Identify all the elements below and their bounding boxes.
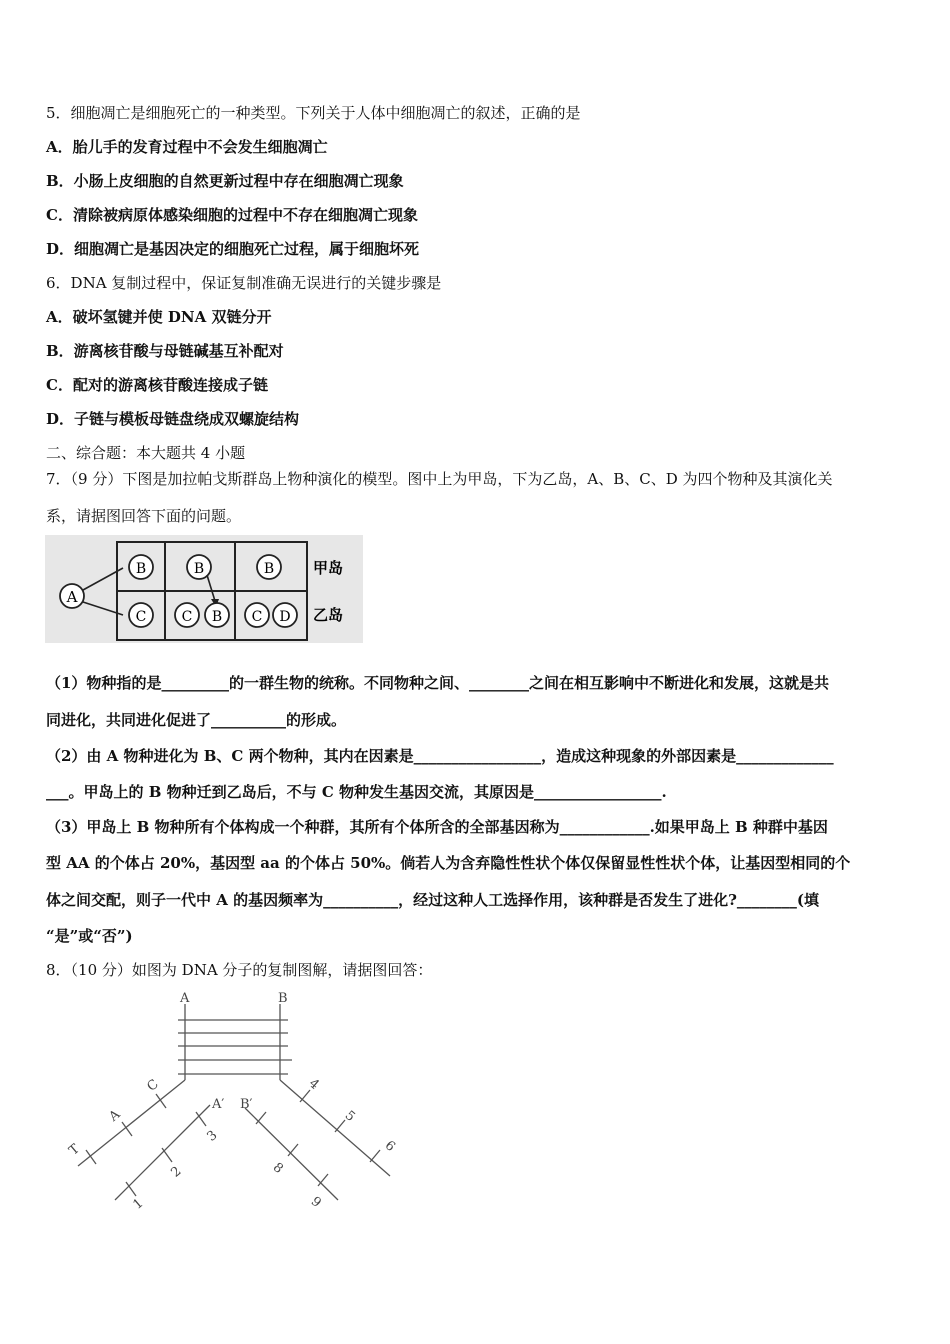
dna-label-a-left: A <box>106 1107 124 1125</box>
q5-option-d: D．细胞凋亡是基因决定的细胞死亡过程，属于细胞坏死 <box>46 240 420 258</box>
q5-option-a: A．胎儿手的发育过程中不会发生细胞凋亡 <box>46 138 328 156</box>
dna-label-c: C <box>144 1076 162 1095</box>
q7-stem-line1: 7．（9 分）下图是加拉帕戈斯群岛上物种演化的模型。图中上为甲岛，下为乙岛，A、B、C、D 为四个物种及其演化关 <box>46 470 833 488</box>
dna-label-t: T <box>66 1141 83 1159</box>
dna-label-b-prime: B′ <box>240 1097 253 1112</box>
q6-option-b: B．游离核苷酸与母链碱基互补配对 <box>46 342 284 360</box>
bottom-row-species-1: C <box>135 609 147 625</box>
q7-part1-line1: （1）物种指的是_________的一群生物的统称。不同物种之间、________之间在相互影响中不断进化和发展，这就是共 <box>46 674 829 692</box>
q5-option-b: B．小肠上皮细胞的自然更新过程中存在细胞凋亡现象 <box>46 172 404 190</box>
q7-stem-line2: 系，请据图回答下面的问题。 <box>46 507 242 525</box>
bottom-row-species-3: B <box>211 609 223 625</box>
section-heading: 二、综合题：本大题共 4 小题 <box>46 444 246 462</box>
q6-option-c: C．配对的游离核苷酸连接成子链 <box>46 376 268 394</box>
dna-label-2: 2 <box>168 1163 185 1181</box>
dna-label-1: 1 <box>130 1195 147 1213</box>
top-row-species-2: B <box>193 561 205 577</box>
top-row-species-1: B <box>135 561 147 577</box>
dna-label-8: 8 <box>269 1160 286 1177</box>
q7-part2-line1: （2）由 A 物种进化为 B、C 两个物种，其内在因素是_________________，造成这种现象的外部因素是_____________ <box>46 747 834 765</box>
q7-part3-line2: 型 AA 的个体占 20%，基因型 aa 的个体占 50%。倘若人为含弃隐性性状个体仅保留显性性状个体，让基因型相同的个 <box>46 854 851 872</box>
dna-label-a: A <box>180 991 190 1006</box>
dna-label-4: 4 <box>305 1076 322 1093</box>
q8-stem: 8．（10 分）如图为 DNA 分子的复制图解，请据图回答： <box>46 961 433 979</box>
q7-part3-line3: 体之间交配，则子一代中 A 的基因频率为__________，经过这种人工选择作用，该种群是否发生了进化?________(填 <box>46 891 819 909</box>
dna-label-9: 9 <box>307 1194 324 1211</box>
q8-figure-dna-replication <box>60 990 420 1220</box>
dna-label-b: B <box>278 991 288 1006</box>
q6-option-d: D．子链与模板母链盘绕成双螺旋结构 <box>46 410 300 428</box>
dna-label-5: 5 <box>341 1108 358 1125</box>
bottom-row-species-5: D <box>279 609 291 625</box>
dna-label-a-prime: A′ <box>212 1097 225 1112</box>
island-label-bottom: 乙岛 <box>313 606 344 624</box>
q6-option-a: A．破坏氢键并使 DNA 双链分开 <box>46 308 272 326</box>
island-label-top: 甲岛 <box>313 559 344 577</box>
q7-part1-line2: 同进化，共同进化促进了__________的形成。 <box>46 711 347 729</box>
dna-label-3: 3 <box>204 1127 221 1145</box>
top-row-species-3: B <box>263 561 275 577</box>
q7-part3-line1: （3）甲岛上 B 物种所有个体构成一个种群，其所有个体所含的全部基因称为____________.如果甲岛上 B 种群中基因 <box>46 818 828 836</box>
q6-stem: 6．DNA 复制过程中，保证复制准确无误进行的关键步骤是 <box>46 274 442 292</box>
q7-figure-species-model <box>45 535 363 643</box>
q7-part3-line4: “是”或“否”) <box>46 927 133 945</box>
dna-label-6: 6 <box>381 1138 398 1155</box>
bottom-row-species-2: C <box>181 609 193 625</box>
q7-part2-line2: ___。甲岛上的 B 物种迁到乙岛后，不与 C 物种发生基因交流，其原因是_________________. <box>46 783 667 801</box>
q5-option-c: C．清除被病原体感染细胞的过程中不存在细胞凋亡现象 <box>46 206 418 224</box>
q5-stem: 5．细胞凋亡是细胞死亡的一种类型。下列关于人体中细胞凋亡的叙述，正确的是 <box>46 104 581 122</box>
species-a-label: A <box>66 588 78 606</box>
bottom-row-species-4: C <box>251 609 263 625</box>
